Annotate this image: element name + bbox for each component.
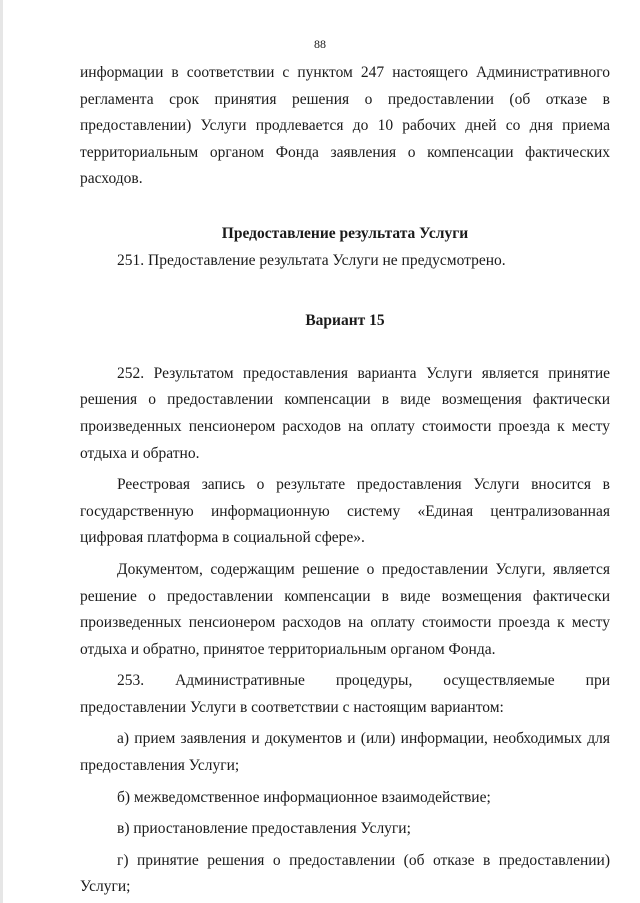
paragraph-251: 251. Предоставление результата Услуги не предусмотрено. [117,251,506,269]
document-body [80,60,610,901]
section-heading-result: Предоставление результата Услуги [221,224,469,242]
page-number: 88 [314,37,326,51]
paragraph-252: 252. Результатом предоставления варианта Услуги является принятие решения о предоставлении компенсации в виде возмещения фактически произведенных пенсионером расходов на оплату стоимости проезда к месту отдыха и обратно. [80,364,610,462]
section-heading-variant-15: Вариант 15 [305,312,385,330]
paragraph-registry-record: Реестровая запись о результате предоставления Услуги вносится в государственную информационную систему «Единая централизованная цифровая платформа в социальной сфере». [80,476,610,547]
list-item-v: в) приостановление предоставления Услуги; [117,820,411,838]
list-item-b: б) межведомственное информационное взаимодействие; [117,788,491,806]
paragraph-continuation: информации в соответствии с пунктом 247 настоящего Административного регламента срок принятия решения о предоставлении (об отказе в предоставлении) Услуги продлевается до 10 рабочих дней со дня приема территориальным органом Фонда заявления о компенсации фактических расходов. [80,64,610,188]
scan-edge [0,0,3,903]
paragraph-decision-document: Документом, содержащим решение о предоставлении Услуги, является решение о предоставлении компенсации в виде возмещения фактически произведенных пенсионером расходов на оплату стоимости проезда к месту отдыха и обратно, принятое территориальным органом Фонда. [80,560,610,658]
list-item-g: г) принятие решения о предоставлении (об отказе в предоставлении) Услуги; [80,851,610,896]
list-item-a: а) прием заявления и документов и (или) информации, необходимых для предоставления Услуги; [80,730,610,775]
paragraph-253: 253. Административные процедуры, осуществляемые при предоставлении Услуги в соответствии с настоящим вариантом: [80,672,610,716]
